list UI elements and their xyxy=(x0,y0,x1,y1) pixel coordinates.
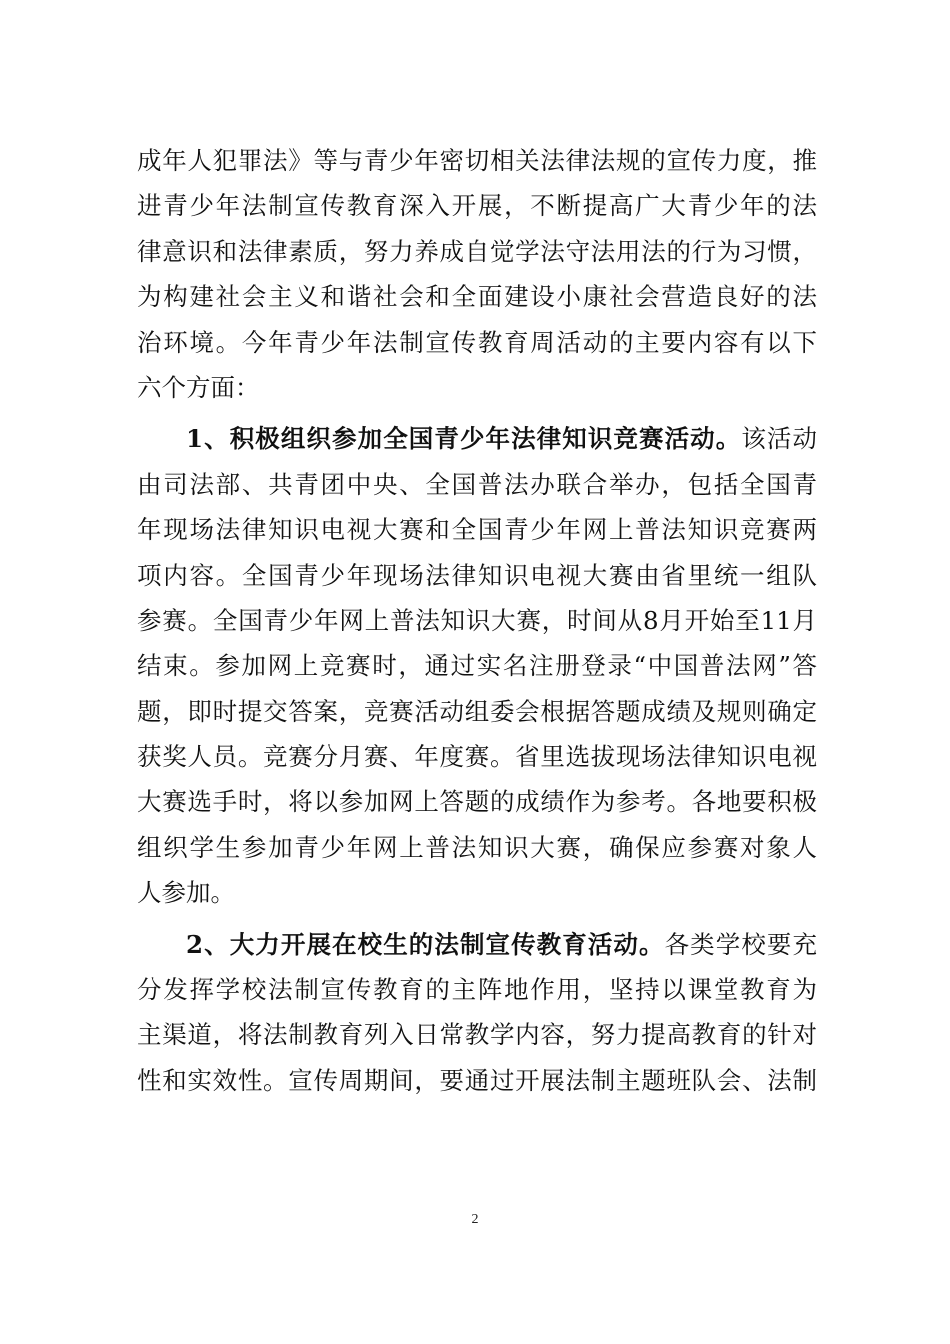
page-number: 2 xyxy=(471,1212,479,1227)
text-line: 治环境。今年青少年法制宣传教育周活动的主要内容有以下 xyxy=(137,327,817,357)
text-line: 项内容。全国青少年现场法律知识电视大赛由省里统一组队 xyxy=(137,560,817,590)
text-line: 组织学生参加青少年网上普法知识大赛，确保应参赛对象人 xyxy=(137,832,817,862)
text-line: 由司法部、共青团中央、全国普法办联合举办，包括全国青 xyxy=(137,469,817,499)
section-heading: 1、积极组织参加全国青少年法律知识竞赛活动。 xyxy=(186,424,742,454)
text-line: 主渠道，将法制教育列入日常教学内容，努力提高教育的针对 xyxy=(137,1020,817,1050)
text-line: 参赛。全国青少年网上普法知识大赛，时间从8月开始至11月 xyxy=(137,605,817,635)
paragraph-first-line xyxy=(137,922,817,967)
text-line: 成年人犯罪法》等与青少年密切相关法律法规的宣传力度，推 xyxy=(137,146,817,175)
paragraph-first-line xyxy=(137,416,817,461)
text-line: 进青少年法制宣传教育深入开展，不断提高广大青少年的法 xyxy=(137,191,817,221)
text-line: 为构建社会主义和谐社会和全面建设小康社会营造良好的法 xyxy=(137,282,817,312)
text-line: 大赛选手时，将以参加网上答题的成绩作为参考。各地要积极 xyxy=(137,787,817,817)
paragraph-item-1 xyxy=(137,416,817,915)
section-heading: 2、大力开展在校生的法制宣传教育活动。 xyxy=(186,929,665,959)
text-line: 获奖人员。竞赛分月赛、年度赛。省里选拔现场法律知识电视 xyxy=(137,742,817,772)
text-line: 律意识和法律素质，努力养成自觉学法守法用法的行为习惯， xyxy=(137,236,817,266)
text-line: 分发挥学校法制宣传教育的主阵地作用，坚持以课堂教育为 xyxy=(137,975,817,1005)
text-line: 年现场法律知识电视大赛和全国青少年网上普法知识竞赛两 xyxy=(137,515,817,545)
text-line: 六个方面： xyxy=(137,372,260,402)
text-fragment: 该活动 xyxy=(741,424,817,454)
text-line: 人参加。 xyxy=(137,878,235,908)
paragraph-item-2 xyxy=(137,922,817,1104)
text-line: 性和实效性。宣传周期间，要通过开展法制主题班队会、法制 xyxy=(137,1065,817,1095)
text-line: 题，即时提交答案，竞赛活动组委会根据答题成绩及规则确定 xyxy=(137,696,817,726)
document-body xyxy=(137,138,817,1103)
text-fragment: 各类学校要充 xyxy=(664,929,817,959)
paragraph-intro xyxy=(137,138,817,410)
text-line: 结束。参加网上竞赛时，通过实名注册登录“中国普法网”答 xyxy=(137,651,817,681)
